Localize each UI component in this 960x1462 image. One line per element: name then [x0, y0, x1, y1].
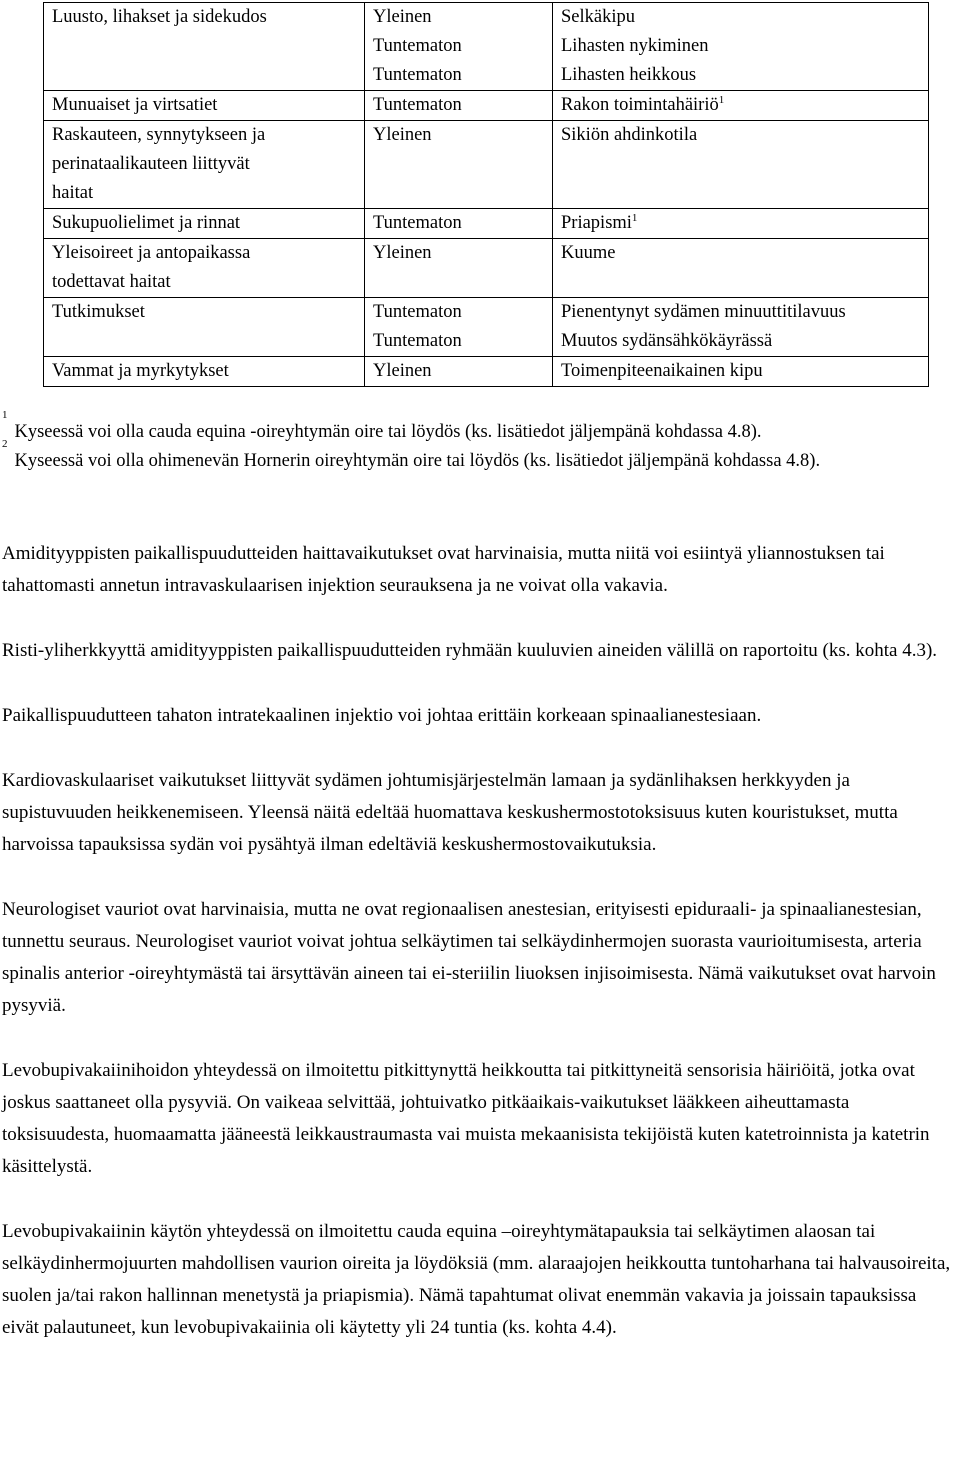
frequency-line: Tuntematon [373, 331, 462, 351]
effect-line [561, 91, 922, 120]
frequency-cell [365, 239, 553, 298]
effect-cell [553, 239, 929, 298]
frequency-line: Tuntematon [373, 302, 462, 322]
frequency-line: Tuntematon [373, 213, 462, 233]
effect-cell [553, 121, 929, 209]
organ-class-line: Vammat ja myrkytykset [52, 361, 229, 381]
effect-line: Pienentynyt sydämen minuuttitilavuus [561, 302, 846, 322]
table-row [44, 239, 929, 298]
adverse-effects-table [43, 2, 929, 387]
organ-class-cell [44, 298, 365, 357]
frequency-cell [365, 91, 553, 121]
organ-class-cell [44, 357, 365, 387]
organ-class-cell [44, 3, 365, 91]
organ-class-line: todettavat haitat [52, 272, 171, 292]
frequency-line: Yleinen [373, 7, 432, 27]
frequency-cell [365, 121, 553, 209]
effect-line: Lihasten heikkous [561, 65, 697, 85]
paragraph: Kardiovaskulaariset vaikutukset liittyvät sydämen johtumisjärjestelmän lamaan ja sydänlihaksen herkkyyden ja supistuvuuden heikkenemiseen. Yleensä näitä edeltää huomattava keskushermostotoksisuus kuten kouristukset, mutta harvoissa tapauksissa sydän voi pysähtyä ilman edeltäviä keskushermostovaikutuksia. [2, 770, 898, 855]
footnote-text: Kyseessä voi olla ohimenevän Hornerin oireyhtymän oire tai löydös (ks. lisätiedot jäljempänä kohdassa 4.8). [14, 451, 821, 471]
footnote-text: Kyseessä voi olla cauda equina -oireyhtymän oire tai löydös (ks. lisätiedot jäljempänä kohdassa 4.8). [14, 422, 762, 442]
effect-line: Selkäkipu [561, 7, 635, 27]
table-row [44, 3, 929, 91]
table-row [44, 298, 929, 357]
frequency-line: Tuntematon [373, 36, 462, 56]
footnote [2, 409, 952, 447]
effect-line: Toimenpiteenaikainen kipu [561, 361, 763, 381]
organ-class-cell [44, 209, 365, 239]
organ-class-line: Tutkimukset [52, 302, 145, 322]
organ-class-line: haitat [52, 183, 94, 203]
frequency-line: Tuntematon [373, 65, 462, 85]
frequency-cell [365, 209, 553, 239]
organ-class-line: Luusto, lihakset ja sidekudos [52, 7, 267, 27]
table-row [44, 121, 929, 209]
frequency-line: Yleinen [373, 243, 432, 263]
organ-class-cell [44, 239, 365, 298]
organ-class-cell [44, 121, 365, 209]
paragraph: Amidityyppisten paikallispuudutteiden haittavaikutukset ovat harvinaisia, mutta niitä voi esiintyä yliannostuksen tai tahattomasti annetun intravaskulaarisen injektion seurauksena ja ne voivat olla vakavia. [2, 543, 885, 596]
footnote-ref: 1 [631, 211, 638, 224]
effect-cell [553, 3, 929, 91]
organ-class-cell [44, 91, 365, 121]
organ-class-line: Sukupuolielimet ja rinnat [52, 213, 241, 233]
footnote-mark: 1 [2, 409, 8, 421]
organ-class-line: Raskauteen, synnytykseen ja [52, 125, 266, 145]
effect-cell [553, 91, 929, 121]
paragraph: Levobupivakaiinihoidon yhteydessä on ilmoitettu pitkittynyttä heikkoutta tai pitkittyneitä sensorisia häiriöitä, jotka ovat joskus saattaneet olla pysyviä. On vaikeaa selvittää, johtuivatko pitkäaikais-vaikutukset lääkkeen aiheuttamasta toksisuudesta, huomaamatta jääneestä leikkaustraumasta vai muista mekaanisista tekijöistä kuten katetroinnista ja katetrin käsittelystä. [2, 1060, 930, 1177]
effect-cell [553, 298, 929, 357]
organ-class-line: Munuaiset ja virtsatiet [52, 95, 218, 115]
footnote [2, 438, 952, 476]
effect-text: Rakon toimintahäiriö [561, 95, 719, 115]
effect-cell [553, 209, 929, 239]
frequency-line: Yleinen [373, 361, 432, 381]
organ-class-line: Yleisoireet ja antopaikassa [52, 243, 251, 263]
paragraph: Levobupivakaiinin käytön yhteydessä on ilmoitettu cauda equina –oireyhtymätapauksia tai selkäytimen alaosan tai selkäydinhermojuurten mahdollisen vaurion oireita ja löydöksiä (mm. alaraajojen heikkoutta tuntoharhana tai halvausoireita, suolen ja/tai rakon hallinnan menetystä ja priapismia). Nämä tapahtumat olivat enemmän vakavia ja joissain tapauksissa eivät palautuneet, kun levobupivakaiinia oli käytetty yli 24 tuntia (ks. kohta 4.4). [2, 1221, 951, 1338]
frequency-cell [365, 298, 553, 357]
effect-line: Lihasten nykiminen [561, 36, 709, 56]
footnote-ref: 1 [718, 93, 725, 106]
table-row [44, 357, 929, 387]
frequency-line: Tuntematon [373, 95, 462, 115]
body-text [2, 538, 958, 1377]
frequency-cell [365, 3, 553, 91]
effect-cell [553, 357, 929, 387]
footnotes [2, 409, 952, 476]
paragraph: Neurologiset vauriot ovat harvinaisia, mutta ne ovat regionaalisen anestesian, erityisesti epiduraali- ja spinaalianestesian, tunnettu seuraus. Neurologiset vauriot voivat johtua selkäytimen tai selkäydinhermojen suorasta vaurioitumisesta, arteria spinalis anterior -oireyhtymästä tai ärsyttävän aineen tai ei-steriilin liuoksen injisoimisesta. Nämä vaikutukset ovat harvoin pysyviä. [2, 899, 936, 1016]
effect-line: Muutos sydänsähkökäyrässä [561, 331, 773, 351]
effect-line: Kuume [561, 243, 616, 263]
paragraph: Paikallispuudutteen tahaton intratekaalinen injektio voi johtaa erittäin korkeaan spinaalianestesiaan. [2, 705, 762, 726]
table-row [44, 91, 929, 121]
effect-line: Sikiön ahdinkotila [561, 125, 698, 145]
footnote-mark: 2 [2, 438, 8, 450]
organ-class-line: perinataalikauteen liittyvät [52, 154, 250, 174]
effect-line [561, 209, 922, 238]
frequency-line: Yleinen [373, 125, 432, 145]
table-row [44, 209, 929, 239]
effect-text: Priapismi [561, 213, 632, 233]
paragraph: Risti-yliherkkyyttä amidityyppisten paikallispuudutteiden ryhmään kuuluvien aineiden välillä on raportoitu (ks. kohta 4.3). [2, 640, 938, 661]
frequency-cell [365, 357, 553, 387]
